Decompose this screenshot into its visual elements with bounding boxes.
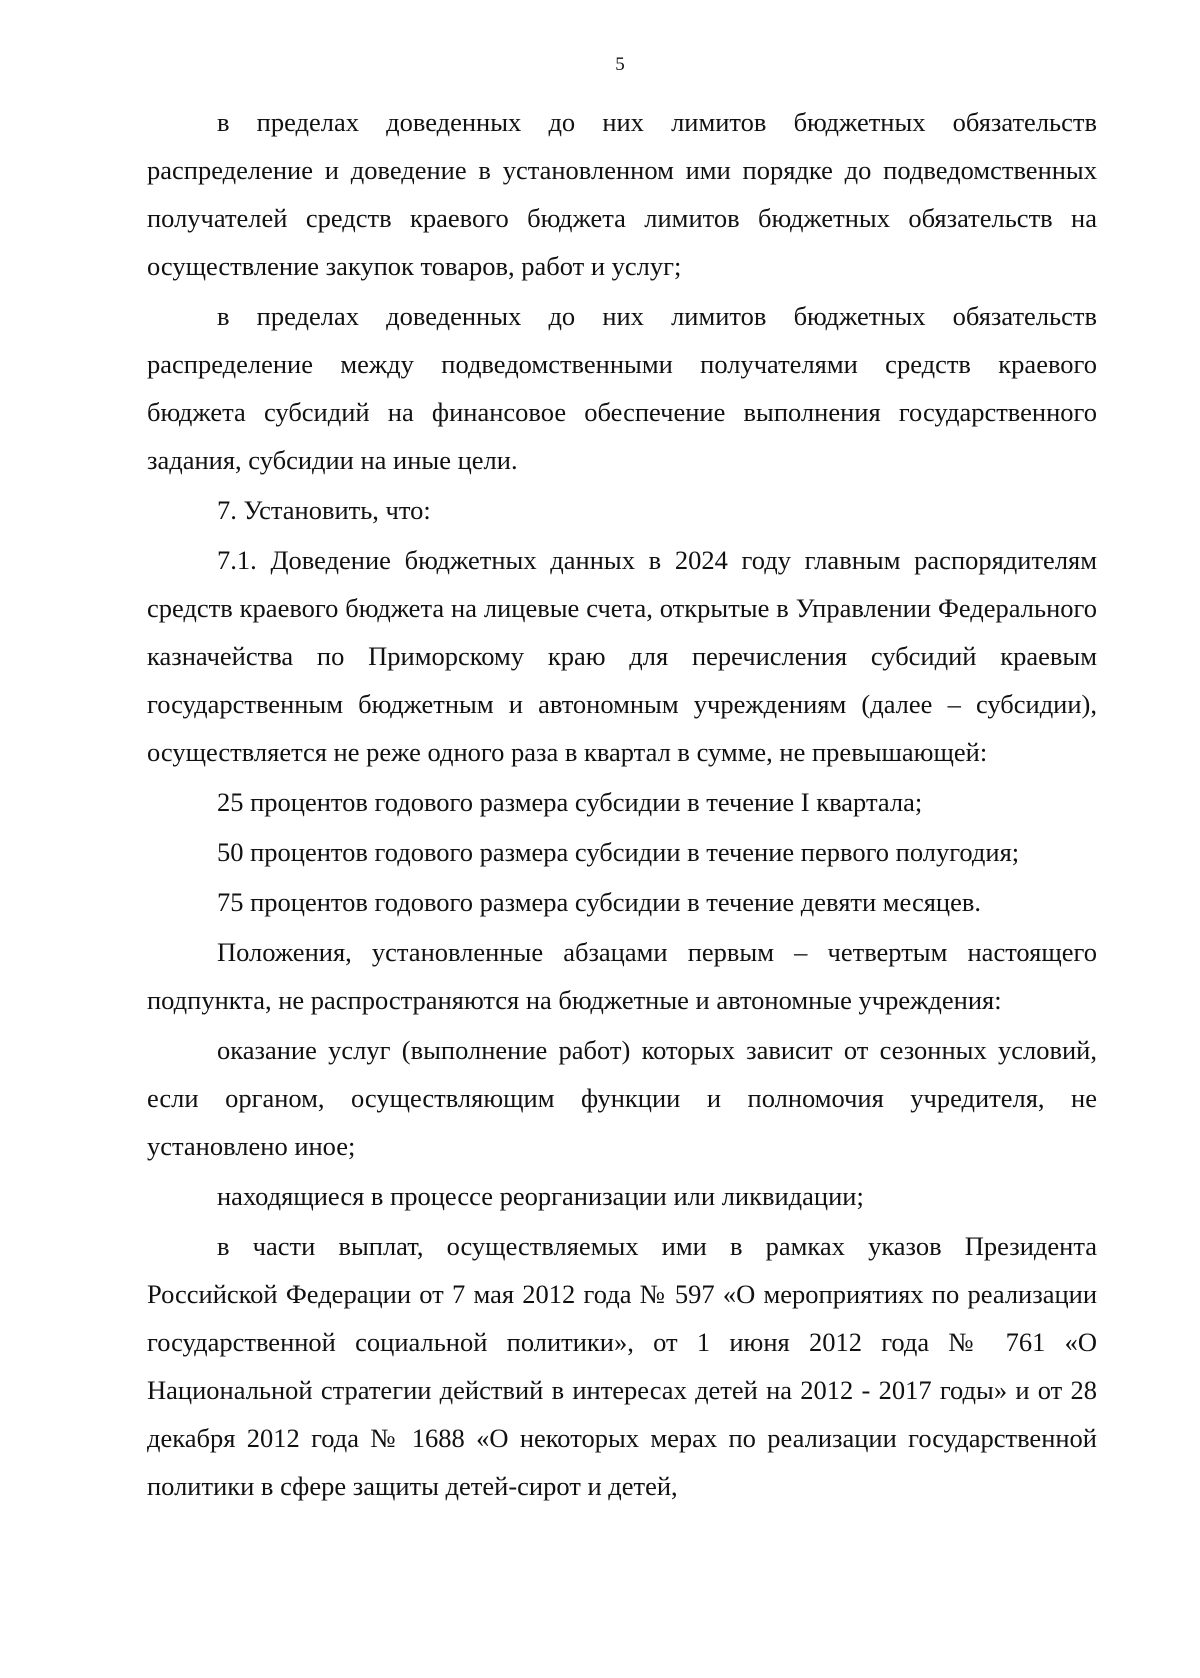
paragraph-exceptions: Положения, установленные абзацами первым – четвертым настоящего подпункта, не распространяются на бюджетные и автономные учреждения: (147, 937, 1097, 1015)
paragraph-half-year: 50 процентов годового размера субсидии в течение первого полугодия; (217, 837, 1020, 867)
paragraph-subsidies-distribution: в пределах доведенных до них лимитов бюджетных обязательств распределение между подведомственными получателями средств краевого бюджета субсидий на финансовое обеспечение выполнения государственного задания, субсидии на иные цели. (147, 301, 1097, 475)
document-body (147, 98, 1097, 1510)
paragraph-item-7: 7. Установить, что: (217, 495, 431, 525)
paragraph-limits-distribution: в пределах доведенных до них лимитов бюджетных обязательств распределение и доведение в установленном ими порядке до подведомственных получателей средств краевого бюджета лимитов бюджетных обязательств на осуществление закупок товаров, работ и услуг; (147, 107, 1097, 281)
paragraph-quarter-1: 25 процентов годового размера субсидии в течение I квартала; (217, 787, 923, 817)
paragraph-seasonal-conditions: оказание услуг (выполнение работ) которых зависит от сезонных условий, если органом, осуществляющим функции и полномочия учредителя, не установлено иное; (147, 1035, 1097, 1161)
paragraph-presidential-decrees: в части выплат, осуществляемых ими в рамках указов Президента Российской Федерации от 7 мая 2012 года № 597 «О мероприятиях по реализации государственной социальной политики», от 1 июня 2012 года № 761 «О Национальной стратегии действий в интересах детей на 2012 - 2017 годы» и от 28 декабря 2012 года № 1688 «О некоторых мерах по реализации государственной политики в сфере защиты детей-сирот и детей, (147, 1231, 1097, 1501)
page-number: 5 (615, 54, 625, 75)
paragraph-item-7-1: 7.1. Доведение бюджетных данных в 2024 году главным распорядителям средств краевого бюджета на лицевые счета, открытые в Управлении Федерального казначейства по Приморскому краю для перечисления субсидий краевым государственным бюджетным и автономным учреждениям (далее – субсидии), осуществляется не реже одного раза в квартал в сумме, не превышающей: (147, 545, 1097, 767)
paragraph-nine-months: 75 процентов годового размера субсидии в течение девяти месяцев. (217, 887, 981, 917)
paragraph-reorganization: находящиеся в процессе реорганизации или ликвидации; (217, 1181, 864, 1211)
